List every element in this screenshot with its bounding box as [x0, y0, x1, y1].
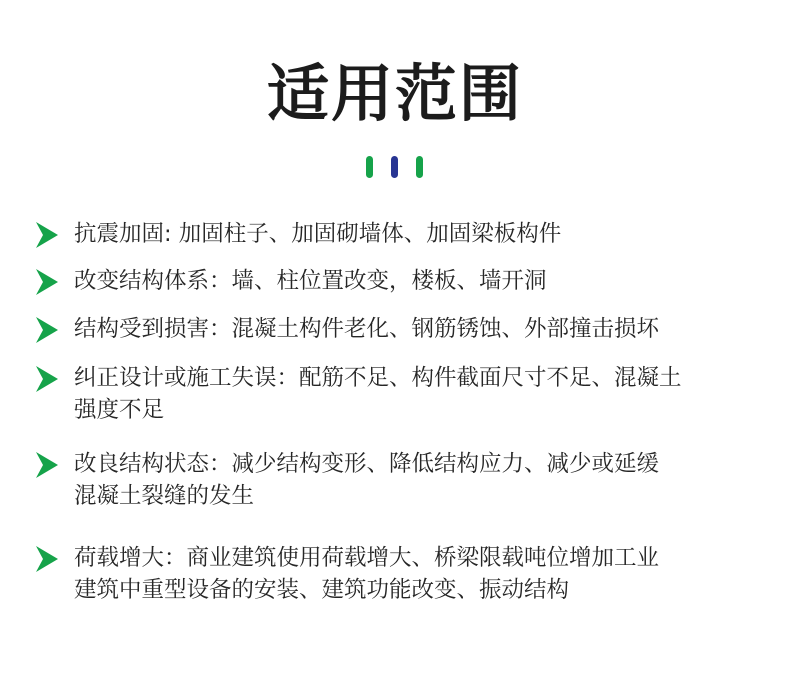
chevron-right-icon — [36, 269, 58, 295]
list-item-text — [74, 542, 764, 606]
chevron-right-icon — [36, 222, 58, 248]
page-title: 适用范围 — [266, 57, 523, 130]
list-item-line: 抗震加固: 加固柱子、加固砌墙体、加固梁板构件 — [74, 221, 562, 247]
list-item-line: 强度不足 — [74, 397, 165, 423]
list-item-text — [74, 265, 764, 297]
list-item-line: 改良结构状态：减少结构变形、降低结构应力、减少或延缓 — [74, 451, 660, 477]
list-item-line: 荷载增大：商业建筑使用荷载增大、桥梁限载吨位增加工业 — [74, 545, 660, 571]
chevron-right-icon — [36, 546, 58, 572]
list-item-line: 结构受到损害：混凝土构件老化、钢筋锈蚀、外部撞击损坏 — [74, 316, 660, 342]
list-item-text — [74, 218, 764, 250]
list-item-line: 改变结构体系：墙、柱位置改变，楼板、墙开洞 — [74, 268, 547, 294]
list-item-text — [74, 362, 764, 426]
list-item-text — [74, 448, 764, 512]
list-item-line: 纠正设计或施工失误：配筋不足、构件截面尺寸不足、混凝土 — [74, 365, 682, 391]
list-item-text — [74, 313, 764, 345]
chevron-right-icon — [36, 317, 58, 343]
chevron-right-icon — [36, 366, 58, 392]
list-item-line: 混凝土裂缝的发生 — [74, 483, 255, 509]
chevron-right-icon — [36, 452, 58, 478]
list-item-line: 建筑中重型设备的安装、建筑功能改变、振动结构 — [74, 577, 570, 603]
